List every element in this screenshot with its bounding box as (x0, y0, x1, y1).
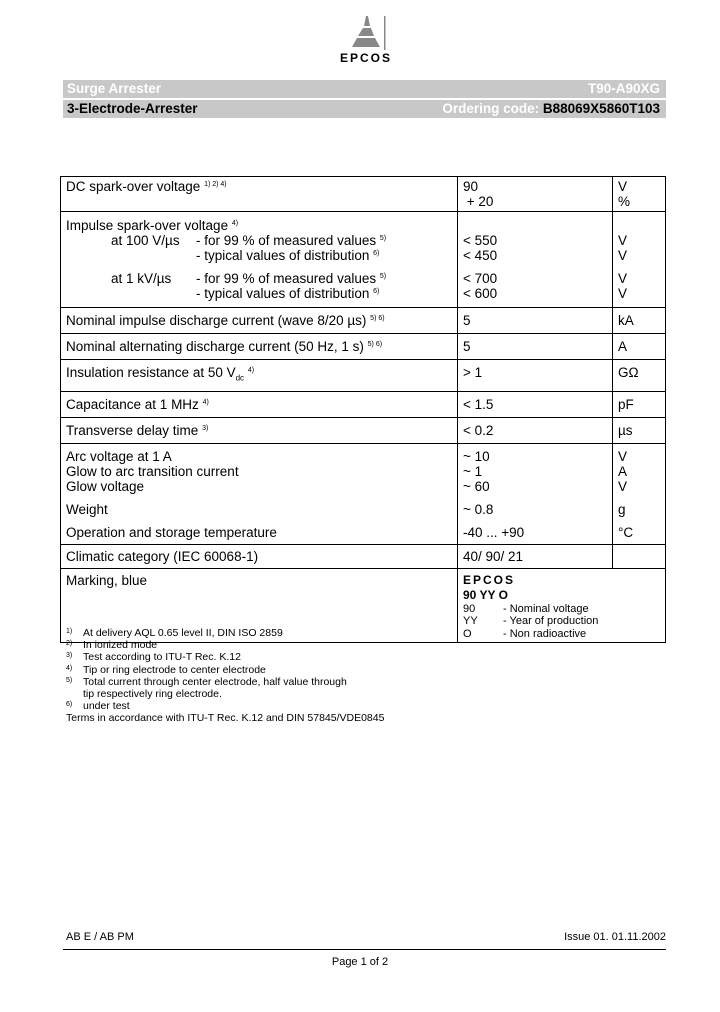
marking-code: 90 YY O (463, 587, 508, 602)
product-subtitle: 3-Electrode-Arrester (67, 101, 198, 116)
department-code: AB E / AB PM (66, 931, 134, 943)
product-header-bar (63, 80, 666, 98)
marking-logo: EPCOS (463, 572, 516, 587)
ordering-code: B88069X5860T103 (542, 101, 660, 116)
epcos-logo (336, 14, 396, 68)
logo-text: EPCOS (339, 51, 392, 65)
row-insulation-resistance: Insulation resistance at 50 $V_{dc}$ $^{4)}$ > 1 GΩ (61, 360, 666, 392)
row-impulse-sparkover: Impulse spark-over voltage $^{4)}$ at 100 V/µs - for 99 % of measured values $^{5)}$ - typical values of distribution $^{6)}$ at 1 kV/µs - for 99 % of measured values $^{5)}$ - typical values of distribution $^{6)}$ < 550 < 450 < 700 < 600 V V V V (61, 212, 666, 308)
footer-divider (63, 949, 666, 950)
row-marking: Marking, blue EPCOS 90 YY O 90 - Nominal voltage YY - Year of production O - Non radioactive (61, 568, 666, 643)
product-name: Surge Arrester (67, 81, 162, 96)
row-dc-sparkover: DC spark-over voltage $^{1) 2) 4)}$ 90 + 20 V % (61, 177, 666, 212)
spec-table (60, 176, 666, 643)
row-transverse-delay: Transverse delay time $^{3)}$ < 0.2 µs (61, 417, 666, 443)
model-number: T90-A90XG (587, 81, 660, 96)
issue-date: Issue 01. 01.11.2002 (564, 931, 666, 943)
terms-note: Terms in accordance with ITU-T Rec. K.12 and DIN 57845/VDE0845 (66, 712, 385, 725)
row-capacitance: Capacitance at 1 MHz $^{4)}$ < 1.5 pF (61, 391, 666, 417)
row-climatic-category: Climatic category (IEC 60068-1) 40/ 90/ 21 (61, 544, 666, 568)
footnotes: 1) At delivery AQL 0.65 level II, DIN ISO 2859 2) In ionized mode 3) Test according to ITU-T Rec. K.12 4) Tip or ring electrode to center electrode 5) Total current through center electrode, half value through tip respectively ring electrode. 6) under test Terms in accordance with ITU-T Rec. K.12 and DIN 57845/VDE0845 (66, 627, 385, 725)
ordering-code-group (442, 101, 660, 116)
row-nominal-impulse-discharge: Nominal impulse discharge current (wave 8/20 µs) $^{5) 6)}$ 5 kA (61, 308, 666, 334)
page-number: Page 1 of 2 (331, 956, 389, 968)
epcos-logo-icon (344, 14, 388, 52)
ordering-header-bar (63, 100, 666, 118)
row-arc-weight-temp: Arc voltage at 1 A Glow to arc transition current Glow voltage Weight Operation and storage temperature ~ 10 ~ 1 ~ 60 ~ 0.8 -40 ... +90 V A V g °C (61, 443, 666, 544)
row-nominal-alternating-discharge: Nominal alternating discharge current (50 Hz, 1 s) $^{5) 6)}$ 5 A (61, 334, 666, 360)
ordering-code-label: Ordering code: (442, 101, 543, 116)
